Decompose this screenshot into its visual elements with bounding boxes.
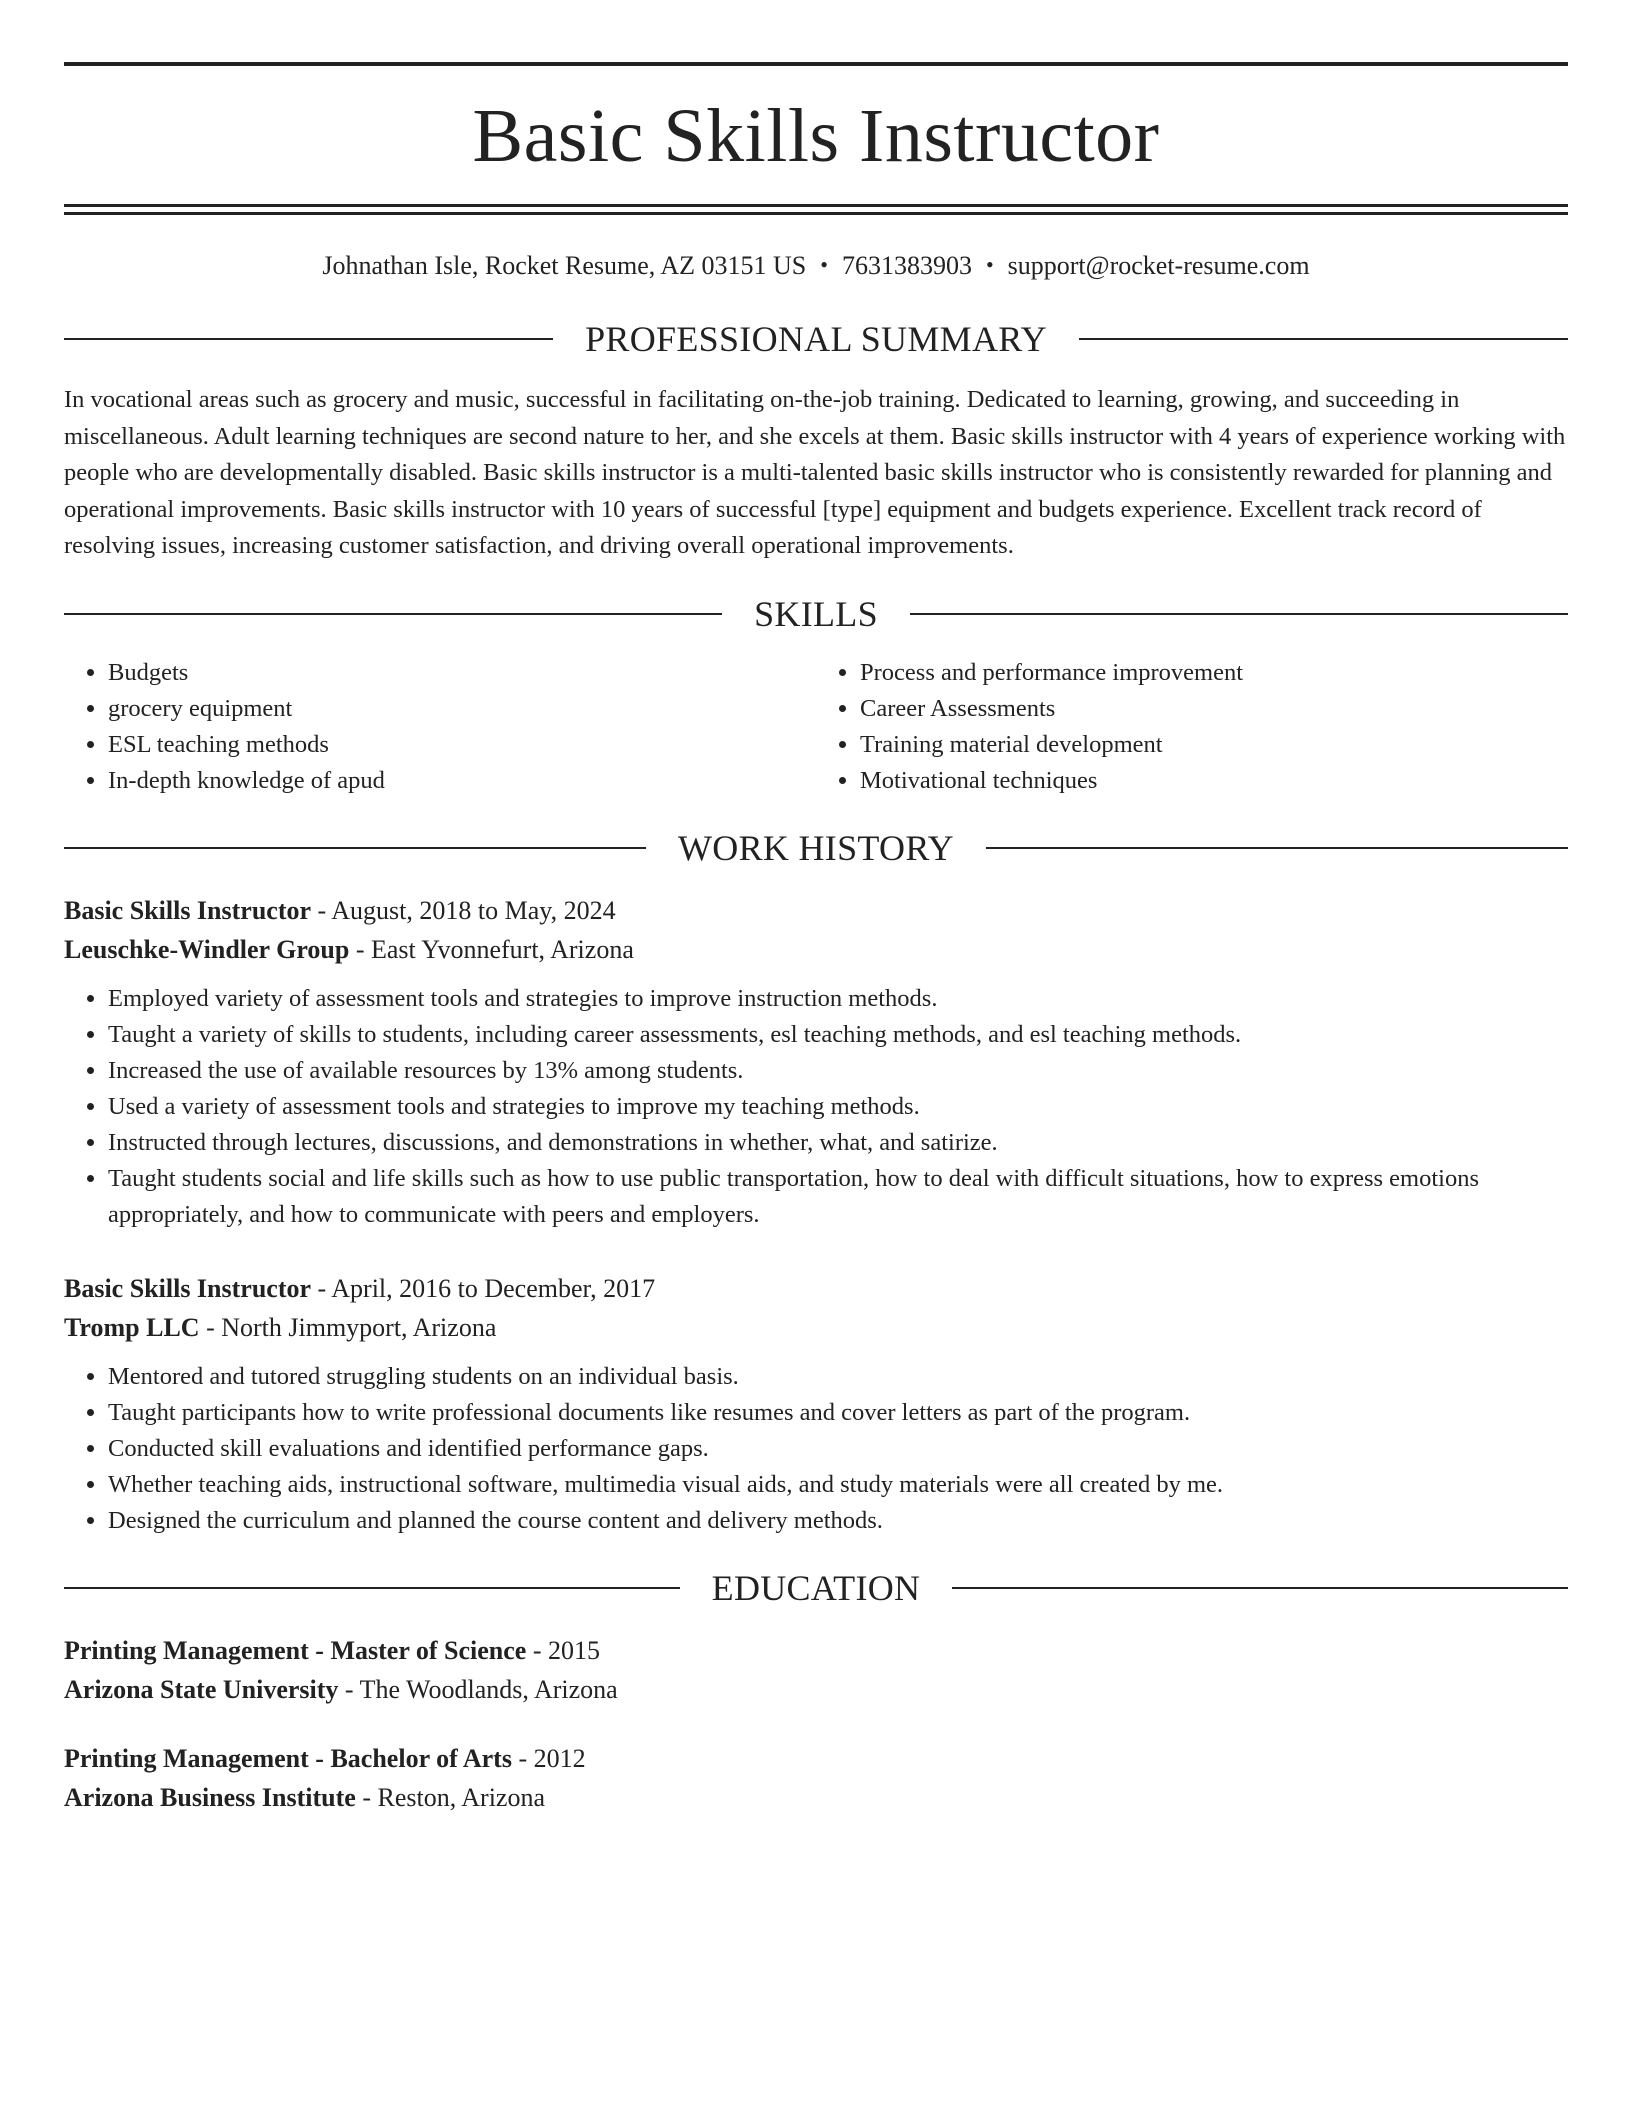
duty-item: • Employed variety of assessment tools and strategies to improve instruction methods.: [108, 981, 1568, 1017]
skills-column-right: [816, 655, 1568, 799]
job-location: - North Jimmyport, Arizona: [199, 1312, 497, 1342]
duty-item: • Taught a variety of skills to students, including career assessments, esl teaching methods, and esl teaching methods.: [108, 1017, 1568, 1053]
job-company-line: [64, 930, 1568, 969]
job-entry: [64, 891, 1568, 1233]
skill-item: • Career Assessments: [860, 691, 1568, 727]
skills-list: [64, 655, 1568, 799]
duty-item: • Instructed through lectures, discussions, and demonstrations in whether, what, and satirize.: [108, 1125, 1568, 1161]
summary-section-header: [64, 318, 1568, 360]
job-dates: - April, 2016 to December, 2017: [311, 1273, 656, 1303]
job-dates: - August, 2018 to May, 2024: [311, 895, 616, 925]
skill-item: • Budgets: [108, 655, 816, 691]
skill-item: • grocery equipment: [108, 691, 816, 727]
summary-text: In vocational areas such as grocery and music, successful in facilitating on-the-job training. Dedicated to learning, growing, and succeeding in miscellaneous. Adult learning techniques are second nature to her, and she excels at them. Basic skills instructor with 4 years of experience working with people who are developmentally disabled. Basic skills instructor is a multi-talented basic skills instructor who is consistently rewarded for planning and operational improvements. Basic skills instructor with 10 years of successful [type] equipment and budgets experience. Excellent track record of resolving issues, increasing customer satisfaction, and driving overall operational improvements.: [64, 386, 1566, 559]
education-section-header: [64, 1567, 1568, 1609]
duty-item: • Taught participants how to write professional documents like resumes and cover letters as part of the program.: [108, 1395, 1568, 1431]
job-title: Basic Skills Instructor: [64, 895, 312, 925]
job-title-line: [64, 891, 1568, 930]
job-company-line: [64, 1308, 1568, 1347]
title-double-rule: [64, 204, 1568, 215]
section-rule: [64, 847, 646, 849]
page-title: Basic Skills Instructor: [472, 94, 1160, 178]
duty-item: • Whether teaching aids, instructional software, multimedia visual aids, and study materials were all created by me.: [108, 1467, 1568, 1503]
degree-line: [64, 1631, 1568, 1670]
degree-year: - 2015: [526, 1635, 601, 1665]
section-rule: [986, 847, 1568, 849]
section-rule: [1079, 338, 1568, 340]
contact-address: Johnathan Isle, Rocket Resume, AZ 03151 US: [322, 251, 807, 280]
summary-section-title: PROFESSIONAL SUMMARY: [585, 319, 1047, 359]
school-location: - Reston, Arizona: [355, 1782, 546, 1812]
duty-item: • Taught students social and life skills such as how to use public transportation, how to deal with difficult situations, how to express emotions appropriately, and how to communicate with peers and employers.: [108, 1161, 1568, 1233]
education-section-title: EDUCATION: [711, 1567, 921, 1608]
skills-section-header: [64, 593, 1568, 635]
job-duties: [64, 1359, 1568, 1539]
contact-separator: •: [985, 252, 994, 277]
skill-item: • Process and performance improvement: [860, 655, 1568, 691]
job-company: Tromp LLC: [64, 1312, 200, 1342]
school-line: [64, 1778, 1568, 1817]
degree-year: - 2012: [511, 1743, 586, 1773]
skills-section-title: SKILLS: [754, 593, 878, 634]
job-title-line: [64, 1269, 1568, 1308]
school-name: Arizona State University: [64, 1674, 339, 1704]
section-rule: [64, 338, 553, 340]
education-entry: [64, 1739, 1568, 1817]
job-entry: [64, 1269, 1568, 1539]
top-rule: [64, 62, 1568, 66]
school-line: [64, 1670, 1568, 1709]
degree-name: Printing Management - Bachelor of Arts: [64, 1743, 512, 1773]
degree-name: Printing Management - Master of Science: [64, 1635, 527, 1665]
duty-item: • Conducted skill evaluations and identified performance gaps.: [108, 1431, 1568, 1467]
school-location: - The Woodlands, Arizona: [338, 1674, 618, 1704]
section-rule: [64, 613, 722, 615]
job-company: Leuschke-Windler Group: [64, 934, 350, 964]
education-entry: [64, 1631, 1568, 1709]
contact-line: [64, 251, 1568, 282]
contact-phone: 7631383903: [841, 251, 972, 280]
duty-item: • Used a variety of assessment tools and strategies to improve my teaching methods.: [108, 1089, 1568, 1125]
skill-item: • Motivational techniques: [860, 763, 1568, 799]
skills-column-left: [64, 655, 816, 799]
section-rule: [910, 613, 1568, 615]
job-duties: [64, 981, 1568, 1233]
skill-item: • In-depth knowledge of apud: [108, 763, 816, 799]
work-section-header: [64, 827, 1568, 869]
job-title: Basic Skills Instructor: [64, 1273, 312, 1303]
skill-item: • Training material development: [860, 727, 1568, 763]
contact-email: support@rocket-resume.com: [1007, 251, 1310, 280]
work-section-title: WORK HISTORY: [678, 827, 954, 868]
section-rule: [952, 1587, 1568, 1589]
duty-item: • Designed the curriculum and planned the course content and delivery methods.: [108, 1503, 1568, 1539]
section-rule: [64, 1587, 680, 1589]
skill-item: • ESL teaching methods: [108, 727, 816, 763]
duty-item: • Increased the use of available resources by 13% among students.: [108, 1053, 1568, 1089]
degree-line: [64, 1739, 1568, 1778]
school-name: Arizona Business Institute: [64, 1782, 356, 1812]
contact-separator: •: [820, 252, 828, 277]
job-location: - East Yvonnefurt, Arizona: [349, 934, 634, 964]
duty-item: • Mentored and tutored struggling students on an individual basis.: [108, 1359, 1568, 1395]
